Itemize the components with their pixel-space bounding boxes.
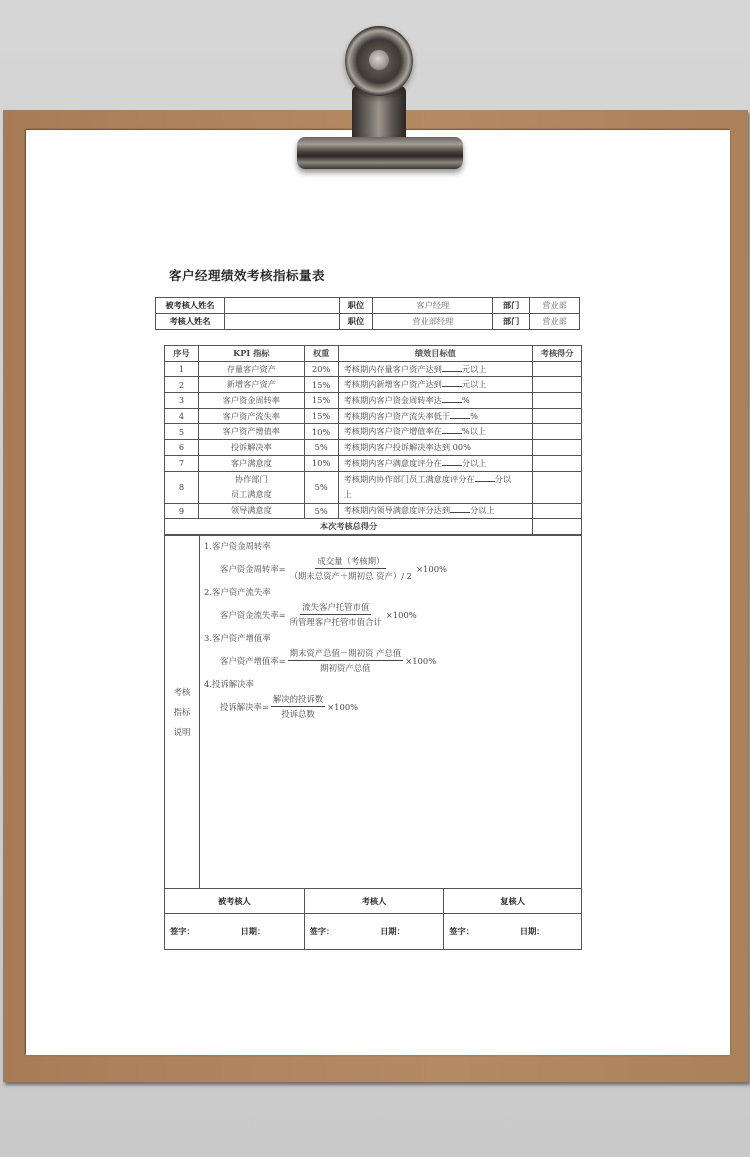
col-header-weight: 权重	[304, 346, 338, 362]
formula-lhs: 客户资金周转率=	[220, 563, 286, 574]
position-label: 职位	[339, 314, 373, 330]
row-kpi	[198, 471, 304, 503]
row-score-field[interactable]	[533, 424, 582, 440]
target-text: 考核期内客户资产增值率在	[343, 426, 442, 437]
target-suffix: %	[461, 394, 470, 405]
row-kpi: 领导满意度	[198, 503, 304, 519]
row-weight: 15%	[304, 377, 338, 393]
row-no: 7	[165, 455, 199, 471]
row-no: 3	[165, 393, 199, 409]
blank-line[interactable]	[450, 506, 470, 513]
formula-suffix: ×100%	[416, 563, 447, 574]
target-text: 考核期内协作部门员工满意度评分在	[343, 474, 475, 484]
section-heading: 4.投诉解决率	[204, 679, 254, 689]
numerator: 成交量（考核期）	[315, 555, 386, 569]
blank-line[interactable]	[442, 427, 462, 434]
formula-complaint-resolution	[220, 693, 358, 720]
date-label: 日期：	[380, 926, 405, 936]
sign-label: 签字：	[309, 926, 335, 936]
binder-clip-hole	[369, 50, 389, 70]
row-no: 4	[165, 408, 199, 424]
target-text: 考核期内客户资产流失率低于	[343, 410, 451, 421]
table-row	[165, 440, 582, 456]
denominator: 所管理客户托管市值合计	[289, 617, 382, 627]
target-text: 考核期内客户资金周转率达	[343, 394, 442, 405]
signature-table	[164, 888, 582, 950]
target-suffix: %	[470, 410, 478, 421]
formula-appreciation-rate	[220, 647, 436, 674]
col-header-kpi: KPI 指标	[198, 346, 304, 362]
denominator: （期末总资产＋期初总 资产）/ 2	[289, 571, 413, 581]
numerator: 流失客户托管市值	[300, 601, 371, 615]
formula-loss-rate	[220, 601, 417, 628]
row-score-field[interactable]	[533, 408, 582, 424]
row-no: 1	[165, 361, 199, 377]
target-suffix: %以上	[461, 426, 487, 437]
date-label: 日期：	[519, 926, 545, 936]
formula-turnover	[220, 555, 447, 582]
row-score-field[interactable]	[533, 455, 582, 471]
notes-side-label	[165, 536, 200, 889]
table-row	[165, 455, 582, 471]
date-label: 日期：	[240, 926, 266, 936]
numerator: 期末资产总值－期初资 产总值	[288, 647, 404, 661]
row-kpi: 客户满意度	[198, 455, 304, 471]
total-score-field[interactable]	[533, 519, 582, 535]
row-target	[338, 471, 532, 503]
row-target	[338, 424, 532, 440]
col-header-no: 序号	[165, 346, 199, 362]
denominator: 期初资产总值	[320, 663, 371, 673]
blank-line[interactable]	[442, 380, 462, 387]
role-reviewer: 复核人	[444, 889, 582, 914]
signature-field-row	[165, 914, 582, 950]
target-suffix: 分以上	[470, 505, 495, 516]
formula-suffix: ×100%	[327, 701, 359, 712]
row-score-field[interactable]	[533, 503, 582, 519]
row-no: 8	[165, 471, 199, 503]
department-label: 部门	[493, 314, 530, 330]
side-label-line: 指标	[173, 707, 191, 717]
reviewer-signature-field[interactable]	[444, 914, 582, 950]
row-weight: 5%	[304, 503, 338, 519]
section-heading: 2.客户资产流失率	[204, 587, 271, 597]
total-score-row	[165, 519, 582, 535]
row-weight: 5%	[304, 471, 338, 503]
assessor-position-value: 营业部经理	[373, 314, 493, 330]
department-label: 部门	[493, 298, 530, 314]
row-weight: 20%	[304, 361, 338, 377]
row-target	[338, 361, 532, 377]
blank-line[interactable]	[442, 459, 462, 466]
kpi-line-1: 协作部门	[234, 474, 268, 484]
assessee-signature-field[interactable]	[165, 914, 305, 950]
row-kpi: 客户资金周转率	[198, 393, 304, 409]
col-header-score: 考核得分	[533, 346, 582, 362]
binder-clip-bar	[297, 137, 463, 169]
formula-suffix: ×100%	[405, 655, 437, 666]
row-target	[338, 503, 532, 519]
row-weight: 10%	[304, 424, 338, 440]
fraction	[271, 693, 325, 720]
row-score-field[interactable]	[533, 361, 582, 377]
row-weight: 5%	[304, 440, 338, 456]
side-label-line: 说明	[173, 727, 191, 737]
row-kpi: 投诉解决率	[198, 440, 304, 456]
target-text: 考核期内存量客户资产达到	[343, 363, 442, 374]
fraction	[288, 601, 384, 628]
section-heading: 3.客户资产增值率	[204, 633, 271, 643]
kpi-table	[164, 345, 582, 535]
formula-lhs: 投诉解决率=	[220, 701, 269, 712]
row-no: 9	[165, 503, 199, 519]
denominator: 投诉总数	[281, 709, 315, 719]
assessee-name-field[interactable]	[224, 298, 339, 314]
kpi-line-2: 员工满意度	[230, 489, 272, 499]
role-assessor: 考核人	[304, 889, 444, 914]
blank-line[interactable]	[450, 412, 470, 419]
target-text: 考核期内领导满意度评分达到	[343, 505, 451, 516]
fraction	[288, 555, 414, 582]
row-kpi: 新增客户资产	[198, 377, 304, 393]
sign-label: 签字：	[449, 926, 474, 936]
formula-lhs: 客户资产增值率=	[220, 655, 286, 666]
row-no: 5	[165, 424, 199, 440]
target-text: 考核期内客户满意度评分在	[343, 457, 442, 468]
target-suffix: 分以	[494, 474, 512, 484]
assessor-name-field[interactable]	[224, 314, 339, 330]
table-row	[165, 377, 582, 393]
header-row-assessee	[156, 298, 580, 314]
formula-lhs: 客户资金流失率=	[220, 609, 286, 620]
assessor-department-value: 营业部	[530, 314, 580, 330]
signature-role-row	[165, 889, 582, 914]
table-row	[165, 408, 582, 424]
kpi-notes-table	[164, 535, 582, 889]
table-row	[165, 393, 582, 409]
numerator: 解决的投诉数	[271, 693, 325, 707]
kpi-header-row	[165, 346, 582, 362]
row-weight: 15%	[304, 408, 338, 424]
row-target	[338, 455, 532, 471]
row-score-field[interactable]	[533, 377, 582, 393]
sign-label: 签字：	[170, 926, 195, 936]
row-score-field[interactable]	[533, 471, 582, 503]
col-header-target: 绩效目标值	[338, 346, 532, 362]
formula-suffix: ×100%	[385, 609, 417, 620]
document-title: 客户经理绩效考核指标量表	[169, 268, 326, 283]
row-target	[338, 377, 532, 393]
row-target	[338, 393, 532, 409]
row-kpi: 客户资产增值率	[198, 424, 304, 440]
row-weight: 10%	[304, 455, 338, 471]
side-label-line: 考核	[173, 687, 191, 697]
row-no: 2	[165, 377, 199, 393]
target-suffix: 分以上	[461, 457, 487, 468]
fraction	[288, 647, 404, 674]
row-score-field[interactable]	[533, 393, 582, 409]
assessee-name-label: 被考核人姓名	[156, 298, 225, 314]
target-line-2: 上	[343, 489, 352, 499]
table-row	[165, 361, 582, 377]
section-heading: 1.客户资金周转率	[204, 541, 271, 551]
header-row-assessor	[156, 314, 580, 330]
row-score-field[interactable]	[533, 440, 582, 456]
row-weight: 15%	[304, 393, 338, 409]
blank-line[interactable]	[475, 475, 495, 482]
table-row	[165, 424, 582, 440]
target-suffix: 元以上	[461, 379, 487, 390]
row-target	[338, 408, 532, 424]
target-text: 考核期内新增客户资产达到	[343, 379, 442, 390]
assessee-department-value: 营业部	[530, 298, 580, 314]
header-info-table	[155, 297, 580, 330]
blank-line[interactable]	[442, 396, 462, 403]
assessor-signature-field[interactable]	[304, 914, 444, 950]
row-target: 考核期内客户投诉解决率达到 00%	[338, 440, 532, 456]
position-label: 职位	[339, 298, 373, 314]
row-kpi: 客户资产流失率	[198, 408, 304, 424]
total-score-label: 本次考核总得分	[165, 519, 533, 535]
blank-line[interactable]	[442, 365, 462, 372]
row-kpi: 存量客户资产	[198, 361, 304, 377]
table-row	[165, 503, 582, 519]
table-row	[165, 471, 582, 503]
row-no: 6	[165, 440, 199, 456]
target-suffix: 元以上	[461, 363, 487, 374]
assessee-position-value: 客户经理	[373, 298, 493, 314]
role-assessee: 被考核人	[165, 889, 305, 914]
assessor-name-label: 考核人姓名	[156, 314, 225, 330]
notes-body	[200, 536, 582, 889]
